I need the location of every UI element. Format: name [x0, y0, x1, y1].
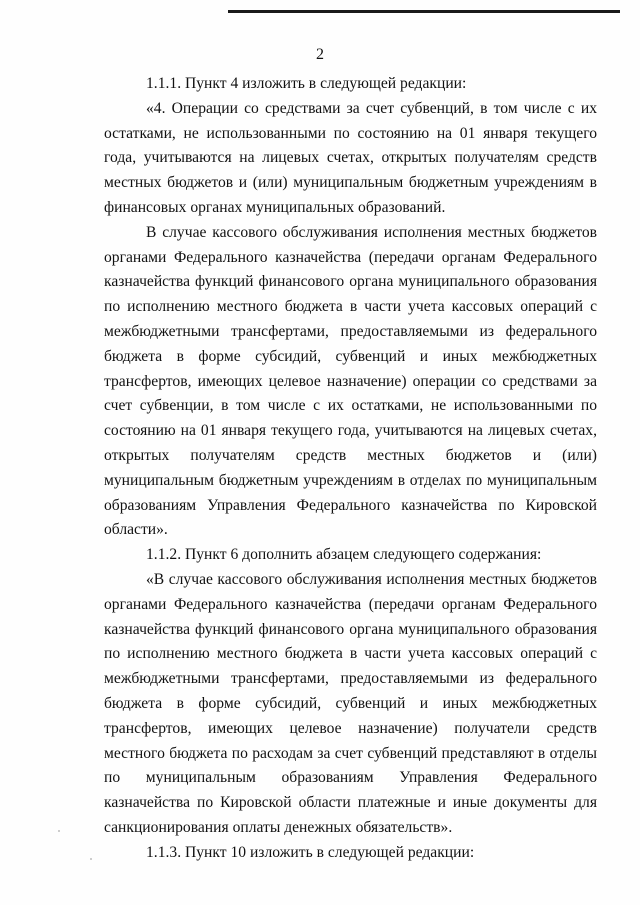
paragraph-1-1-3: 1.1.3. Пункт 10 изложить в следующей редакции: [146, 843, 475, 861]
paragraph-item-4: «4. Операции со средствами за счет субвенций, в том числе с их остатками, не использованными по состоянию на 01 января текущего года, учитываются на лицевых счетах, открытых получателям средств местных бюджетов и (или) муниципальным бюджетным учреждениям в финансовых органах муниципальных образований. [104, 99, 597, 216]
paragraph-1-1-2: 1.1.2. Пункт 6 дополнить абзацем следующего содержания: [146, 546, 542, 564]
top-rule [228, 10, 620, 13]
paragraph-item-4-treasury: В случае кассового обслуживания исполнения местных бюджетов органами Федерального казначейства (передачи органам Федерального казначейства функций финансового органа муниципального образования по исполнению местного бюджета в части учета кассовых операций с межбюджетными трансфертами, предоставляемыми из федерального бюджета в форме субсидий, субвенций и иных межбюджетных трансфертов, имеющих целевое назначение) операции со средствами за счет субвенции, в том числе с их остатками, не использованными по состоянию на 01 января текущего года, учитываются на лицевых счетах, открытых получателям средств местных бюджетов и (или) муниципальным бюджетным учреждениям в отделах по муниципальным образованиям Управления Федерального казначейства по Кировской области». [104, 223, 597, 539]
page-number: 2 [316, 46, 324, 63]
scan-speck [58, 830, 60, 832]
paragraph-1-1-1: 1.1.1. Пункт 4 изложить в следующей редакции: [146, 75, 467, 92]
scan-speck [90, 858, 92, 860]
document-body [104, 72, 597, 866]
paragraph-item-6-addition: «В случае кассового обслуживания исполнения местных бюджетов органами Федерального казначейства (передачи органам Федерального казначейства функций финансового органа муниципального образования по исполнению местного бюджета в части учета кассовых операций с межбюджетными трансфертами, предоставляемыми из федерального бюджета в форме субсидий, субвенций и иных межбюджетных трансфертов, имеющих целевое назначение) получатели средств местного бюджета по расходам за счет субвенций представляют в отделы по муниципальным образованиям Управления Федерального казначейства по Кировской области платежные и иные документы для санкционирования оплаты денежных обязательств». [104, 570, 597, 836]
